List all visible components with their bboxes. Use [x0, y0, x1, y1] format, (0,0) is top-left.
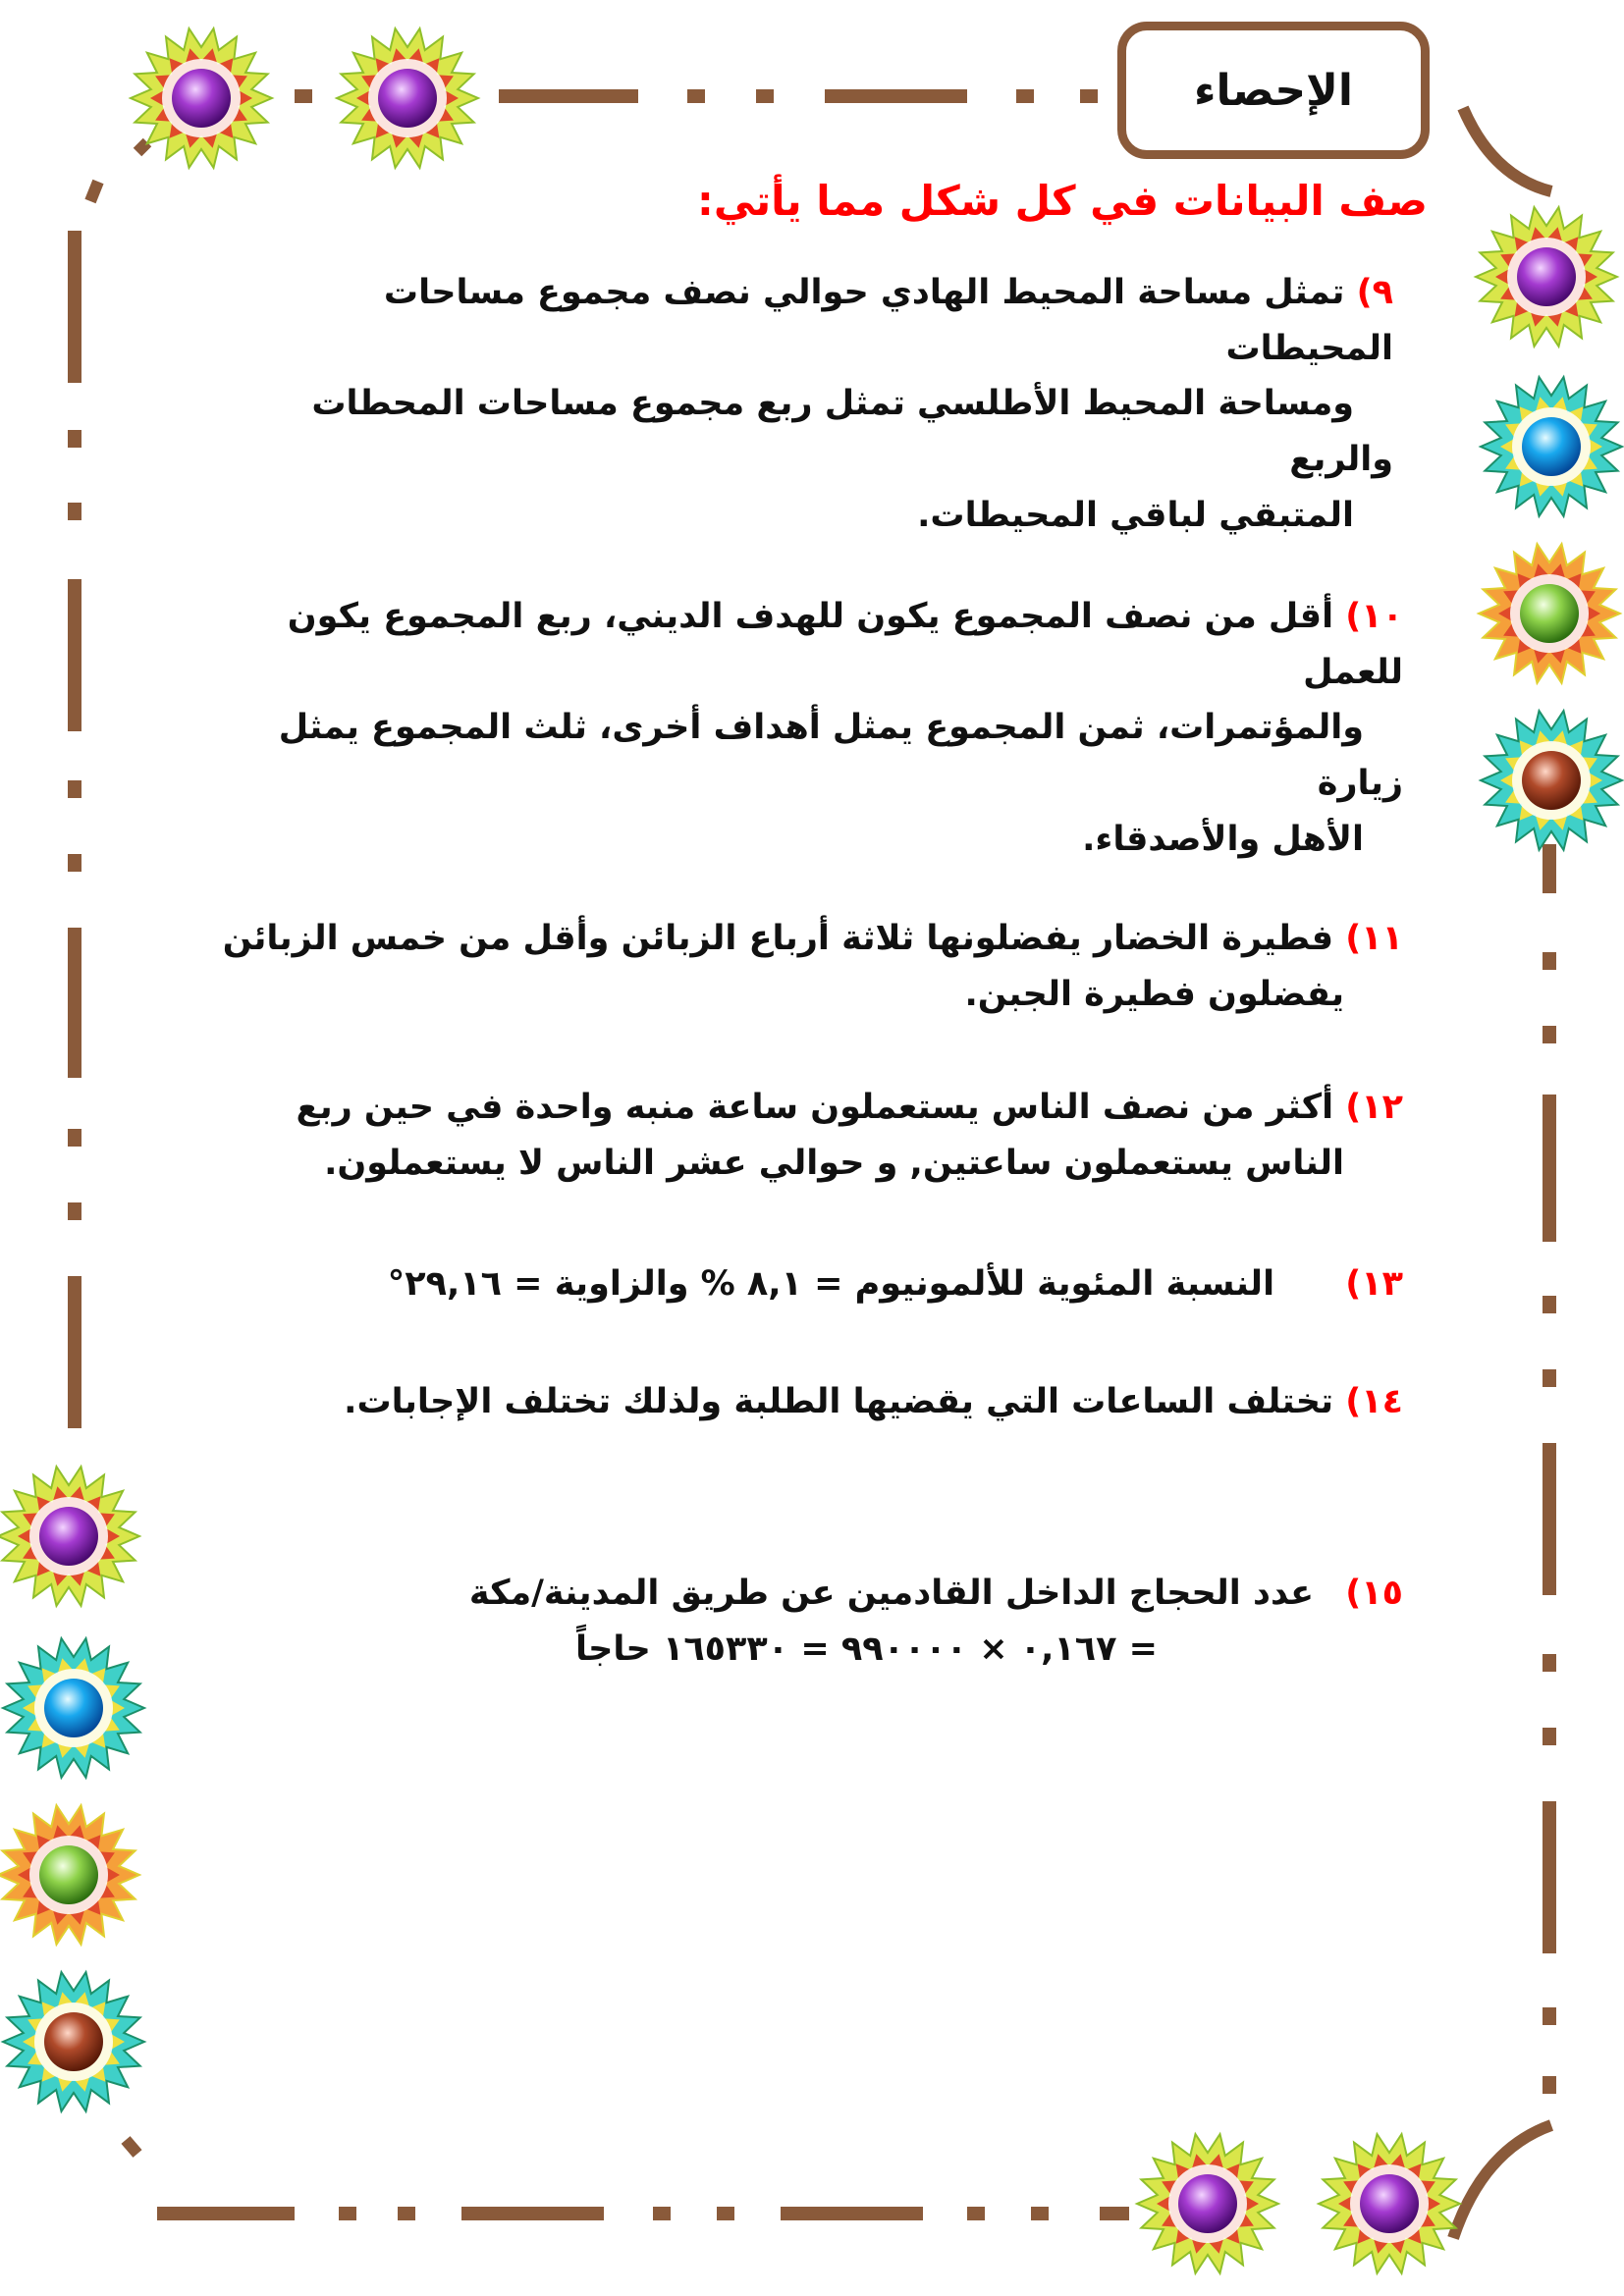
exercise-number: ١٥) — [1345, 1574, 1403, 1613]
exercise-line: فطيرة الخضار يفضلونها ثلاثة أرباع الزبائن وأقل من خمس الزبائن — [222, 919, 1334, 958]
flower-ornament — [131, 28, 272, 168]
exercise-line: الناس يستعملون ساعتين, و حوالي عشر الناس لا يستعملون. — [324, 1143, 1344, 1183]
exercise-line: ومساحة المحيط الأطلسي تمثل ربع مجموع مساحات المحطات والربع — [311, 384, 1393, 480]
exercise-line: أقل من نصف المجموع يكون للهدف الديني، ربع المجموع يكون للعمل — [287, 597, 1403, 692]
flower-ornament — [1481, 711, 1622, 850]
exercise-line: تختلف الساعات التي يقضيها الطلبة ولذلك تختلف الإجابات. — [344, 1382, 1334, 1421]
exercise-11 — [195, 911, 1403, 1022]
flower-ornament — [1137, 2134, 1278, 2273]
exercise-12 — [195, 1080, 1403, 1191]
title-box — [1117, 22, 1430, 159]
exercise-line: المتبقي لباقي المحيطات. — [917, 495, 1354, 535]
exercise-10 — [195, 589, 1403, 867]
exercise-number: ١٢) — [1345, 1088, 1403, 1127]
flower-ornament — [337, 28, 478, 168]
exercise-line: أكثر من نصف الناس يستعملون ساعة منبه واحدة في حين ربع — [296, 1088, 1334, 1127]
exercise-13 — [195, 1256, 1403, 1312]
exercise-line: تمثل مساحة المحيط الهادي حوالي نصف مجموع مساحات المحيطات — [383, 273, 1393, 368]
exercise-14 — [195, 1374, 1403, 1430]
exercise-number: ٩) — [1356, 273, 1393, 312]
exercise-number: ١١) — [1345, 919, 1403, 958]
exercise-line: النسبة المئوية للألمونيوم = ٨,١ % والزاوية = ٢٩,١٦° — [387, 1264, 1275, 1304]
exercise-15 — [195, 1566, 1403, 1677]
flower-ornament — [1481, 377, 1622, 516]
flower-ornament — [1476, 207, 1617, 347]
exercise-line: والمؤتمرات، ثمن المجموع يمثل أهداف أخرى، ثلث المجموع يمثل زيارة — [278, 708, 1403, 804]
flower-ornament — [1479, 544, 1620, 683]
flower-ornament — [1319, 2134, 1460, 2273]
section-heading: صف البيانات في كل شكل مما يأتي: — [697, 177, 1428, 225]
page-title: الإحصاء — [1194, 65, 1353, 116]
exercise-number: ١٣) — [1345, 1264, 1403, 1304]
exercise-number: ١٤) — [1345, 1382, 1403, 1421]
flower-ornament — [0, 1467, 139, 1606]
flower-ornament — [3, 1638, 144, 1778]
exercise-9 — [215, 265, 1393, 543]
exercise-line: عدد الحجاج الداخل القادمين عن طريق المدينة/مكة — [468, 1574, 1315, 1613]
exercise-line: = ٠,١٦٧ × ٩٩٠٠٠٠ = ١٦٥٣٣٠ حاجاً — [575, 1629, 1158, 1669]
flower-ornament — [0, 1805, 139, 1945]
exercise-line: الأهل والأصدقاء. — [1082, 819, 1364, 859]
exercise-line: يفضلون فطيرة الجبن. — [964, 974, 1344, 1014]
exercise-number: ١٠) — [1345, 597, 1403, 636]
flower-ornament — [3, 1972, 144, 2111]
